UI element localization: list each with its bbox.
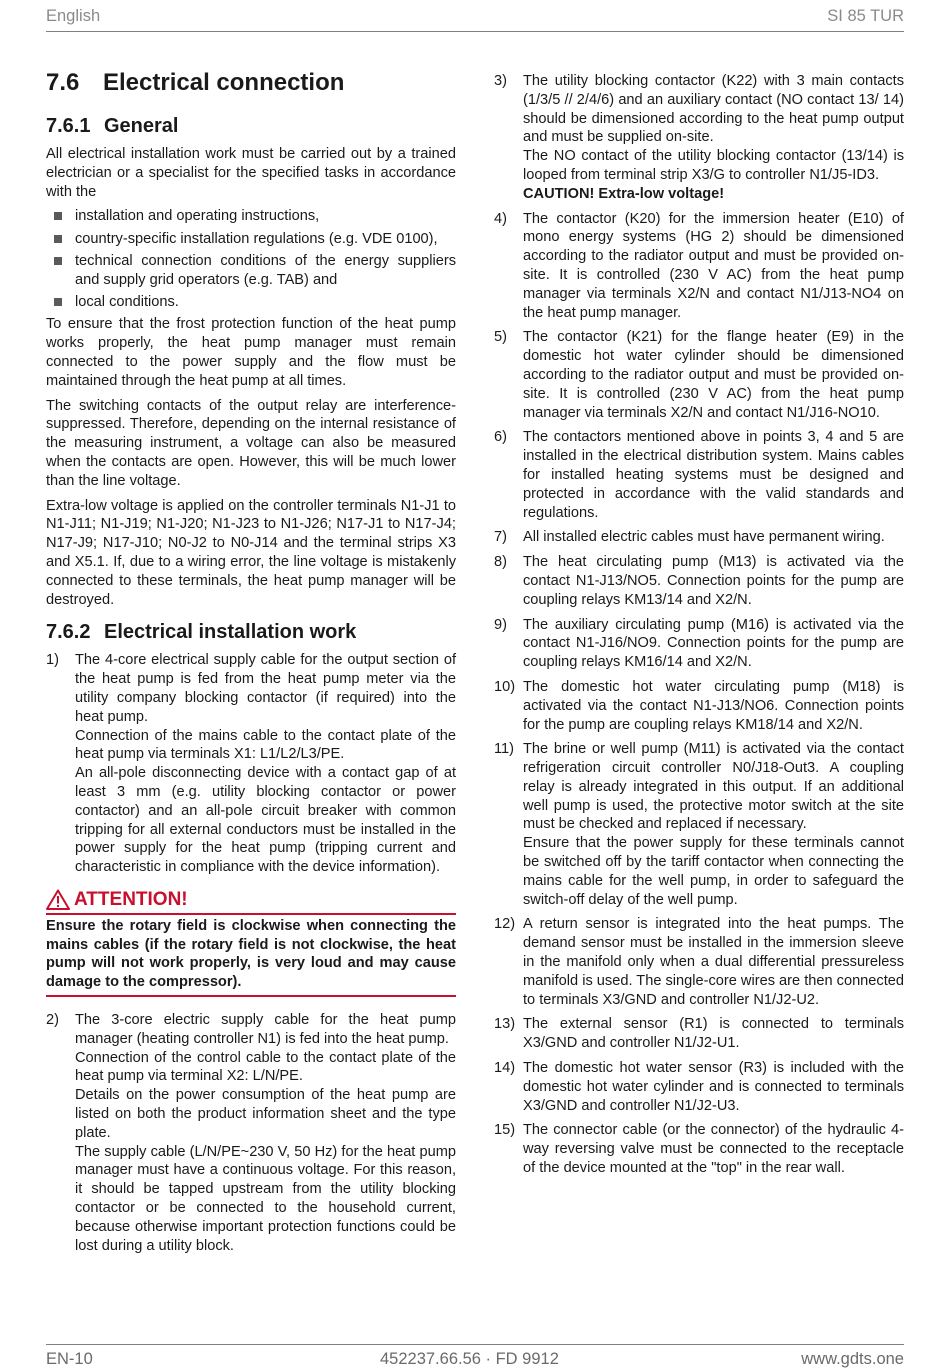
list-item: [494, 1015, 904, 1053]
item-text: The brine or well pump (M11) is activated via the contact refrigeration circuit controller N0/J18-Out3. A coupling relay is already integrated in this output. If an additional well pump is used, the protective motor switch at the site must be checked and replaced if necessary.: [523, 741, 904, 833]
item-text: The connector cable (or the connector) of the hydraulic 4-way reversing valve must be connected to the receptacle of the device mounted at the "top" in the rear wall.: [523, 1122, 904, 1177]
right-column: [494, 72, 904, 1184]
item-number: 11): [494, 741, 515, 758]
header-model: SI 85 TUR: [827, 7, 904, 25]
item-number: 2): [46, 1012, 59, 1029]
item-text: Ensure that the power supply for these terminals cannot be switched off by the tariff contactor when connecting the mains cable for the well pump, in order to safeguard the switch-off delay of the well pump.: [523, 835, 904, 908]
item-number: 1): [46, 652, 59, 669]
attention-text: Ensure the rotary field is clockwise when connecting the mains cables (if the rotary field is not clockwise, the heat pump will not work properly, is very loud and may cause damage to the compressor).: [46, 915, 456, 997]
attention-box: [46, 889, 456, 997]
item-text: The heat circulating pump (M13) is activated via the contact N1-J13/NO5. Connection points for the pump are coupling relays KM13/14 and X2/N.: [523, 554, 904, 608]
item-number: 8): [494, 554, 507, 571]
item-text: The 3-core electric supply cable for the heat pump manager (heating controller N1) is fed into the heat pump.: [75, 1012, 456, 1047]
page-footer: [46, 1344, 904, 1371]
list-item: [494, 1121, 904, 1177]
item-text: The contactor (K20) for the immersion heater (E10) of mono energy systems (HG 2) should be dimensioned according to the radiator output and must be provided on-site. It is controlled (230 V AC) from the heat pump manager via terminals X2/N and contact N1/J13-NO4 on the heat pump manager.: [523, 210, 904, 321]
list-item: [494, 428, 904, 522]
general-intro: All electrical installation work must be carried out by a trained electrician or a specialist for the specified tasks in accordance with the: [46, 146, 456, 200]
list-item: [46, 651, 456, 877]
subsection-title: General: [104, 115, 179, 137]
item-text: Details on the power consumption of the heat pump are listed on both the product information sheet and the type plate.: [75, 1087, 456, 1141]
attention-label: ATTENTION!: [74, 888, 188, 910]
numbered-list: [494, 72, 904, 1178]
list-item: [494, 72, 904, 204]
subsection-heading-installation: [46, 619, 456, 645]
item-text: The supply cable (L/N/PE~230 V, 50 Hz) for the heat pump manager must have a continuous voltage. For this reason, it should be tapped upstream from the utility blocking contactor or be connected to the household current, because otherwise important protection functions could be lost during a utility block.: [75, 1143, 456, 1254]
subsection-title: Electrical installation work: [104, 621, 357, 644]
warning-icon: [46, 889, 70, 910]
list-item: [494, 915, 904, 1009]
list-item: country-specific installation regulations (e.g. VDE 0100),: [46, 230, 456, 249]
subsection-number: 7.6.2: [46, 621, 91, 644]
page-number: EN-10: [46, 1350, 93, 1368]
website: www.gdts.one: [801, 1350, 904, 1368]
paragraph: The switching contacts of the output relay are interference-suppressed. Therefore, depending on the internal resistance of the measuring instrument, a voltage can also be measured when the contacts are open. However, this will be much lower than the line voltage.: [46, 397, 456, 489]
item-number: 6): [494, 429, 507, 446]
item-text: The domestic hot water sensor (R3) is included with the domestic hot water cylinder and is connected to terminals X3/GND and controller N1/J2-U3.: [523, 1060, 904, 1114]
item-text: The external sensor (R1) is connected to terminals X3/GND and controller N1/J2-U1.: [523, 1016, 904, 1052]
item-text: The utility blocking contactor (K22) with 3 main contacts (1/3/5 // 2/4/6) and an auxiliary contact (NO contact 13/ 14) should be dimensioned according to the heat pump output and must be supplied on-site.: [523, 73, 904, 146]
item-text: The contactor (K21) for the flange heater (E9) in the domestic hot water cylinder should be dimensioned according to the radiator output and must be provided on-site. It is controlled (230 V AC) from the heat pump manager via terminals X2/N and contact N1/J16-NO10.: [523, 329, 904, 421]
list-item: local conditions.: [46, 293, 456, 312]
attention-title: [46, 889, 456, 915]
item-number: 13): [494, 1016, 516, 1033]
item-number: 15): [494, 1122, 516, 1139]
list-item: [494, 1059, 904, 1115]
item-text: A return sensor is integrated into the heat pumps. The demand sensor must be installed in the immersion sleeve in the manifold only when a dual differential pressureless manifold is used. The single-core wires are then connected to terminals X3/GND and controller N1/J2-U2.: [523, 916, 904, 1008]
item-text: An all-pole disconnecting device with a contact gap of at least 3 mm (e.g. utility blocking contactor or power contactor) and an all-pole circuit breaker with common tripping for all external conductors must be installed in the power supply for the heat pump (tripping current and characteristic in compliance with the device information).: [75, 765, 456, 876]
item-text: All installed electric cables must have permanent wiring.: [523, 529, 885, 546]
caution-note: CAUTION! Extra-low voltage!: [523, 185, 725, 202]
item-number: 10): [494, 678, 516, 695]
item-number: 14): [494, 1060, 516, 1077]
item-text: The 4-core electrical supply cable for the output section of the heat pump is fed from the heat pump meter via the utility company blocking contactor (if required) into the heat pump.: [75, 652, 456, 725]
subsection-heading-general: [46, 113, 456, 139]
item-number: 3): [494, 73, 507, 89]
left-column: [46, 68, 456, 1261]
item-text: The NO contact of the utility blocking contactor (13/14) is looped from terminal strip X3/G to controller N1/J5-ID3.: [523, 148, 904, 183]
paragraph: To ensure that the frost protection function of the heat pump works properly, the heat pump manager must remain connected to the power supply and the flow must be maintained through the heat pump at all times.: [46, 316, 456, 389]
list-item: [46, 1011, 456, 1255]
list-item: [494, 678, 904, 734]
subsection-number: 7.6.1: [46, 115, 91, 137]
section-number: 7.6: [46, 69, 80, 96]
item-number: 5): [494, 329, 507, 346]
header-language: English: [46, 7, 101, 25]
paragraph: Extra-low voltage is applied on the controller terminals N1-J1 to N1-J11; N1-J19; N1-J20; N1-J23 to N1-J26; N17-J1 to N17-J4; N17-J9; N17-J10; N0-J2 to N0-J14 and the terminal strips X3 and X5.1. If, due to a wiring error, the line voltage is mistakenly connected to these terminals, the heat pump manager will be destroyed.: [46, 497, 456, 608]
list-item: technical connection conditions of the energy suppliers and supply grid operators (e.g. TAB) and: [46, 252, 456, 290]
list-item: [494, 328, 904, 422]
list-item: installation and operating instructions,: [46, 207, 456, 226]
numbered-list: [46, 1011, 456, 1255]
item-text: Connection of the control cable to the contact plate of the heat pump via terminal X2: L/N/PE.: [75, 1049, 456, 1085]
section-heading: [46, 68, 456, 98]
item-number: 4): [494, 210, 507, 227]
section-title: Electrical connection: [103, 69, 345, 96]
item-number: 12): [494, 916, 516, 933]
page-header: [46, 7, 904, 32]
general-bullet-list: [46, 207, 456, 311]
numbered-list: [46, 651, 456, 877]
item-text: Connection of the mains cable to the contact plate of the heat pump via terminals X1: L1/L2/L3/PE.: [75, 727, 456, 763]
item-number: 7): [494, 529, 507, 546]
document-number: 452237.66.56 · FD 9912: [380, 1350, 559, 1368]
list-item: [494, 528, 904, 547]
item-text: The domestic hot water circulating pump (M18) is activated via the contact N1-J13/NO6. Connection points for the pump are coupling relays KM18/14 and X2/N.: [523, 678, 904, 733]
item-text: The auxiliary circulating pump (M16) is activated via the contact N1-J16/NO9. Connection points for the pump are coupling relays KM16/14 and X2/N.: [523, 616, 904, 671]
list-item: [494, 616, 904, 672]
list-item: [494, 553, 904, 609]
list-item: [494, 210, 904, 323]
item-text: The contactors mentioned above in points 3, 4 and 5 are installed in the electrical distribution system. Mains cables for installed heating systems must be designed and protected in accordance with the valid standards and regulations.: [523, 429, 904, 521]
item-number: 9): [494, 616, 507, 633]
list-item: [494, 740, 904, 909]
